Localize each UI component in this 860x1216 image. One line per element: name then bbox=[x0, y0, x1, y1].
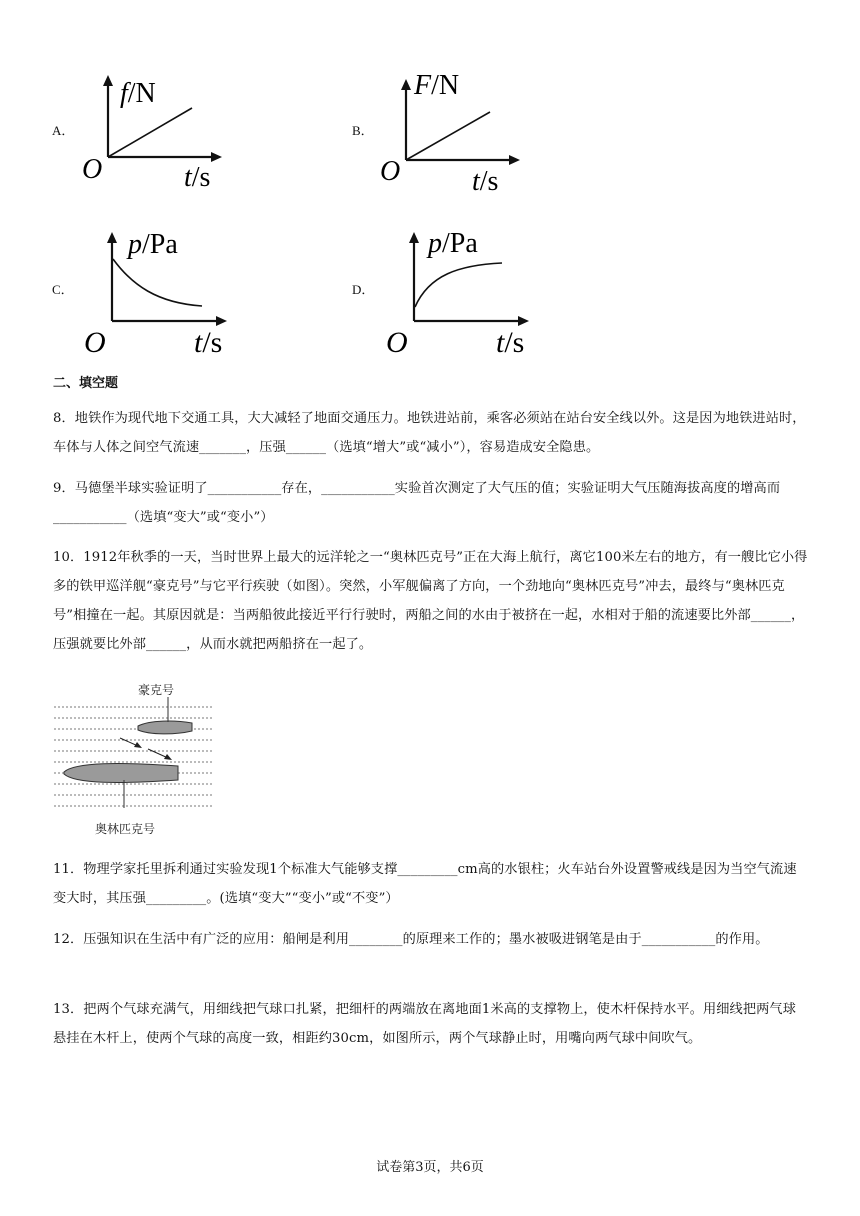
water-lines bbox=[54, 707, 212, 806]
question-10: 10．1912年秋季的一天，当时世界上最大的远洋轮之一“奥林匹克号”正在大海上航行，离它100米左右的地方，有一艘比它小得多的铁甲巡洋舰“豪克号”与它平行疾驶（如图）。突然，小军舰偏离了方向，一个劲地向“奥林匹克号”冲去，最终与“奥林匹克号”相撞在一起。其原因就是：当两船彼此接近平行行驶时，两船之间的水由于被挤在一起，水相对于船的流速要比外部______，压强就要比外部______，从而水就把两船挤在一起了。 bbox=[53, 550, 808, 652]
section-title: 二、填空题 bbox=[53, 376, 119, 391]
curve-line bbox=[108, 108, 192, 157]
option-d-graph bbox=[384, 225, 554, 360]
x-axis-label: t/s bbox=[496, 326, 525, 359]
y-axis-label: p/Pa bbox=[128, 229, 178, 260]
flow-arrow-2 bbox=[148, 749, 168, 758]
olympic-label: 奥林匹克号 bbox=[95, 822, 156, 836]
flow-arrow-1 bbox=[120, 738, 138, 746]
option-b-label: B． bbox=[352, 123, 374, 138]
option-a-svg bbox=[80, 70, 240, 195]
origin-label: O bbox=[82, 154, 103, 185]
x-axis-arrow bbox=[211, 152, 222, 162]
question-12: 12．压强知识在生活中有广泛的应用：船闸是利用________的原理来工作的；墨水被吸进钢笔是由于___________的作用。 bbox=[53, 932, 769, 947]
option-b-graph bbox=[378, 72, 538, 197]
y-axis-arrow bbox=[107, 232, 117, 243]
option-c-graph bbox=[82, 225, 252, 360]
option-c-label: C． bbox=[52, 282, 74, 297]
x-axis-label: t/s bbox=[184, 162, 211, 193]
origin-label: O bbox=[386, 326, 408, 359]
hawke-label: 豪克号 bbox=[138, 683, 175, 697]
option-a-graph bbox=[80, 70, 240, 195]
option-d-label: D． bbox=[352, 282, 375, 297]
hawke-ship bbox=[138, 721, 192, 734]
x-axis-label: t/s bbox=[472, 166, 499, 197]
ship-figure bbox=[50, 680, 220, 840]
y-axis-label: F/N bbox=[414, 70, 460, 101]
curve-line bbox=[113, 259, 202, 306]
origin-label: O bbox=[380, 156, 401, 187]
y-axis-label: p/Pa bbox=[428, 228, 478, 259]
question-9: 9．马德堡半球实验证明了___________存在，___________实验首次测定了大气压的值；实验证明大气压随海拔高度的增高而___________（选填“变大”或“变小”） bbox=[53, 481, 781, 525]
y-axis-label: f/N bbox=[120, 78, 156, 109]
y-axis-arrow bbox=[103, 75, 113, 86]
olympic-ship bbox=[64, 764, 178, 783]
y-axis-arrow bbox=[401, 79, 411, 90]
origin-label: O bbox=[84, 326, 106, 359]
x-axis-arrow bbox=[518, 316, 529, 326]
curve-line bbox=[406, 112, 490, 160]
option-c-svg bbox=[82, 225, 252, 360]
question-11: 11．物理学家托里拆利通过实验发现1个标准大气能够支撑_________cm高的水银柱；火车站台外设置警戒线是因为当空气流速变大时，其压强_________。(选填“变大”“变小”或“不变”） bbox=[53, 862, 797, 906]
y-axis-arrow bbox=[409, 232, 419, 243]
page-footer: 试卷第3页，共6页 bbox=[376, 1160, 484, 1175]
option-d-svg bbox=[384, 225, 554, 360]
x-axis-arrow bbox=[216, 316, 227, 326]
question-8: 8．地铁作为现代地下交通工具，大大减轻了地面交通压力。地铁进站前，乘客必须站在站台安全线以外。这是因为地铁进站时，车体与人体之间空气流速_______，压强______（选填“增大”或“减小”），容易造成安全隐患。 bbox=[53, 411, 806, 455]
ship-figure-svg bbox=[50, 680, 220, 840]
option-a-label: A． bbox=[52, 123, 75, 138]
option-b-svg bbox=[378, 72, 538, 197]
x-axis-arrow bbox=[509, 155, 520, 165]
question-13: 13．把两个气球充满气，用细线把气球口扎紧，把细杆的两端放在离地面1米高的支撑物上，使木杆保持水平。用细线把两气球悬挂在木杆上，使两个气球的高度一致，相距约30cm，如图所示，两个气球静止时，用嘴向两气球中间吹气。 bbox=[53, 1002, 796, 1046]
x-axis-label: t/s bbox=[194, 326, 223, 359]
curve-line bbox=[415, 263, 502, 307]
